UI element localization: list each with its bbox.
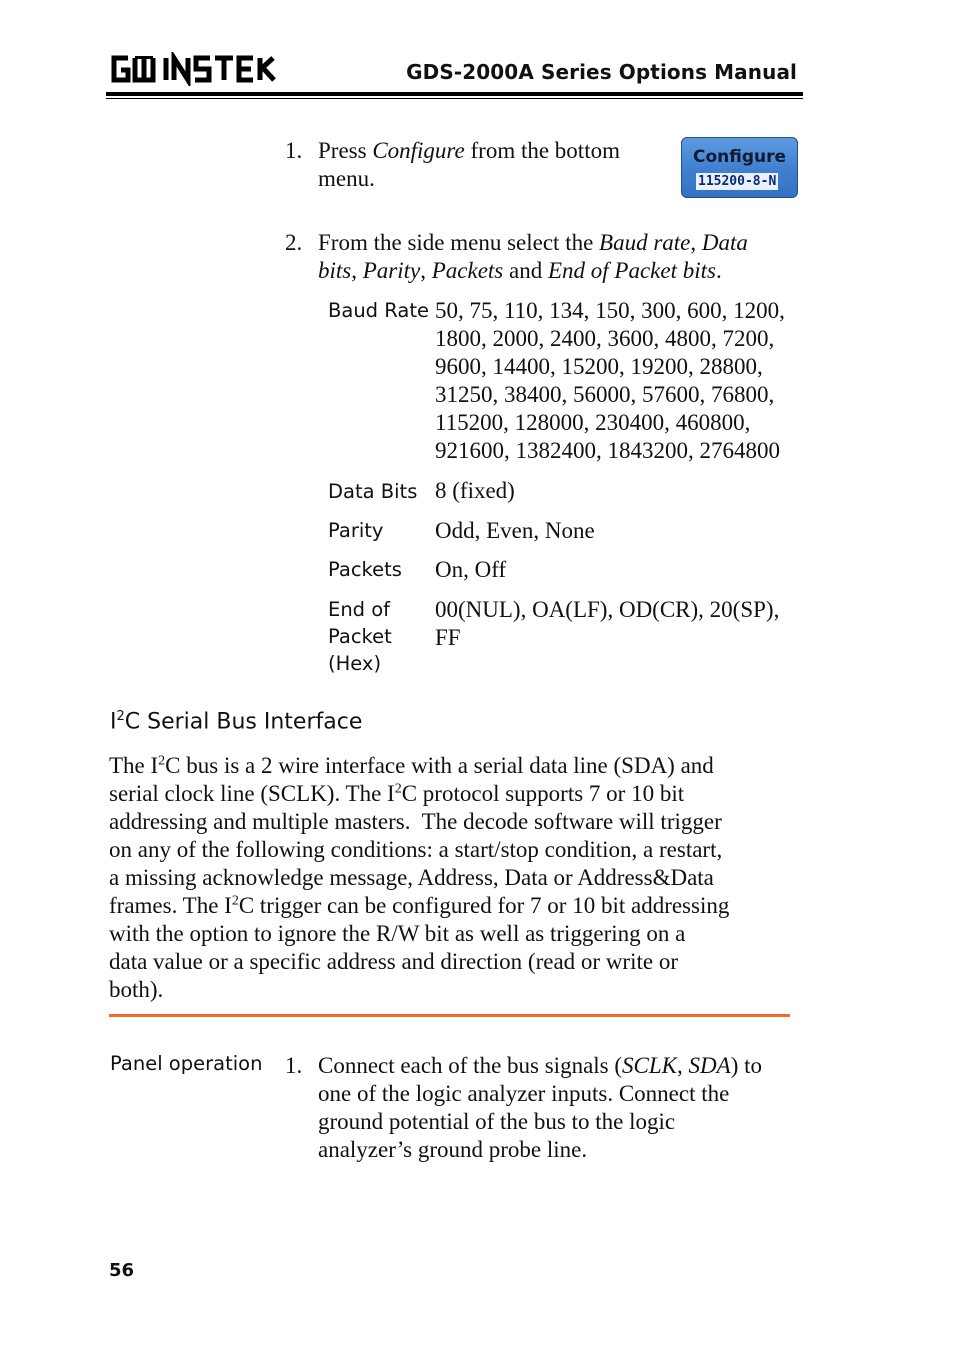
value-line: 50, 75, 110, 134, 150, 300, 600, 1200, — [435, 298, 785, 323]
option-label-baud-rate — [328, 297, 429, 324]
parity-term: Parity — [362, 258, 421, 283]
manual-title: GDS-2000A Series Options Manual — [406, 60, 797, 84]
option-label-packets — [328, 556, 402, 583]
value-line: 115200, 128000, 230400, 460800, — [435, 410, 751, 435]
text-run: . — [715, 258, 722, 283]
label-line: Parity — [328, 519, 384, 542]
value-line: 9600, 14400, 15200, 19200, 28800, — [435, 354, 763, 379]
label-line: Packets — [328, 558, 402, 581]
label-line: Data Bits — [328, 480, 418, 503]
text-run: , — [677, 1053, 689, 1078]
configure-button-label: Configure — [692, 147, 787, 167]
value-line: 00(NUL), OA(LF), OD(CR), 20(SP), — [435, 597, 780, 622]
label-line: End of — [328, 598, 391, 621]
step-number: 2. — [285, 230, 303, 255]
text-run: ground potential of the bus to the logic — [318, 1109, 676, 1134]
packets-term: Packets — [431, 258, 504, 283]
paragraph-line — [109, 892, 799, 920]
superscript: 2 — [231, 893, 239, 909]
text-run: and — [503, 258, 548, 283]
step-text — [318, 1052, 762, 1164]
option-label-parity — [328, 517, 383, 544]
baud-rate-term: Baud rate — [599, 230, 691, 255]
value-line: On, Off — [435, 557, 507, 582]
option-value-data-bits — [435, 477, 795, 505]
option-label-end-of-packet — [328, 596, 392, 677]
text-run: serial clock line (SCLK). The I — [109, 781, 395, 806]
paragraph-line: both). — [109, 977, 164, 1002]
data-bits-term: Data — [701, 230, 748, 255]
step-2 — [285, 229, 805, 289]
heading-superscript: 2 — [116, 709, 125, 724]
heading-text: I — [110, 709, 117, 735]
end-of-packet-term: End of Packet bits — [547, 258, 716, 283]
value-line: 8 (fixed) — [435, 478, 515, 503]
option-value-end-of-packet — [435, 596, 795, 652]
text-run: From the side menu select the — [318, 230, 600, 255]
text-run: from the bottom — [464, 138, 620, 163]
data-bits-term: bits — [318, 258, 352, 283]
i2c-description-paragraph — [109, 752, 799, 1004]
step-text — [318, 137, 620, 193]
value-line: FF — [435, 625, 461, 650]
step-number: 1. — [285, 1053, 303, 1078]
text-run: Connect each of the bus signals ( — [318, 1053, 623, 1078]
sclk-term: SCLK — [622, 1053, 678, 1078]
text-run: C protocol supports 7 or 10 bit — [401, 781, 685, 806]
section-divider — [109, 1014, 790, 1017]
value-line: 1800, 2000, 2400, 3600, 4800, 7200, — [435, 326, 775, 351]
superscript: 2 — [158, 753, 166, 769]
text-run: , — [351, 258, 363, 283]
heading-text: C Serial Bus Interface — [124, 709, 363, 735]
paragraph-line — [109, 780, 799, 808]
superscript: 2 — [394, 781, 402, 797]
text-run: , — [690, 230, 702, 255]
paragraph-line: a missing acknowledge message, Address, Data or Address&Data — [109, 865, 714, 890]
value-line: 31250, 38400, 56000, 57600, 76800, — [435, 382, 775, 407]
text-run: , — [420, 258, 432, 283]
header-rule-thick — [106, 92, 803, 96]
value-line: Odd, Even, None — [435, 518, 595, 543]
text-run: menu. — [318, 166, 375, 191]
paragraph-line: addressing and multiple masters. The decode software will trigger — [109, 809, 722, 834]
step-1 — [285, 137, 665, 197]
step-number: 1. — [285, 138, 303, 163]
configure-button-value: 115200-8-N — [698, 174, 777, 189]
paragraph-line — [109, 752, 799, 780]
configure-menu-button[interactable] — [681, 137, 798, 198]
text-run: The I — [109, 753, 159, 778]
text-run: frames. The I — [109, 893, 232, 918]
option-label-data-bits — [328, 478, 417, 505]
configure-term: Configure — [372, 138, 465, 163]
label-line: (Hex) — [328, 652, 382, 675]
paragraph-line: with the option to ignore the R/W bit as well as triggering on a — [109, 921, 686, 946]
header-rule-thin — [106, 98, 803, 99]
value-line: 921600, 1382400, 1843200, 2764800 — [435, 438, 780, 463]
text-run: ) to — [730, 1053, 762, 1078]
panel-step-1 — [285, 1052, 805, 1172]
text-run: analyzer’s ground probe line. — [318, 1137, 588, 1162]
section-heading — [110, 709, 362, 734]
panel-operation-label: Panel operation — [110, 1052, 263, 1075]
label-line: Packet — [328, 625, 392, 648]
gw-instek-logo — [108, 52, 278, 86]
page-number: 56 — [109, 1260, 135, 1281]
label-line: Baud Rate — [328, 299, 429, 322]
text-run: Press — [318, 138, 373, 163]
option-value-packets — [435, 556, 795, 584]
step-text — [318, 229, 748, 285]
paragraph-line: on any of the following conditions: a start/stop condition, a restart, — [109, 837, 723, 862]
text-run: C trigger can be configured for 7 or 10 bit addressing — [238, 893, 730, 918]
sda-term: SDA — [688, 1053, 731, 1078]
paragraph-line: data value or a specific address and direction (read or write or — [109, 949, 678, 974]
option-value-baud-rate — [435, 297, 795, 465]
text-run: C bus is a 2 wire interface with a serial data line (SDA) and — [165, 753, 714, 778]
option-value-parity — [435, 517, 795, 545]
text-run: one of the logic analyzer inputs. Connect the — [318, 1081, 730, 1106]
